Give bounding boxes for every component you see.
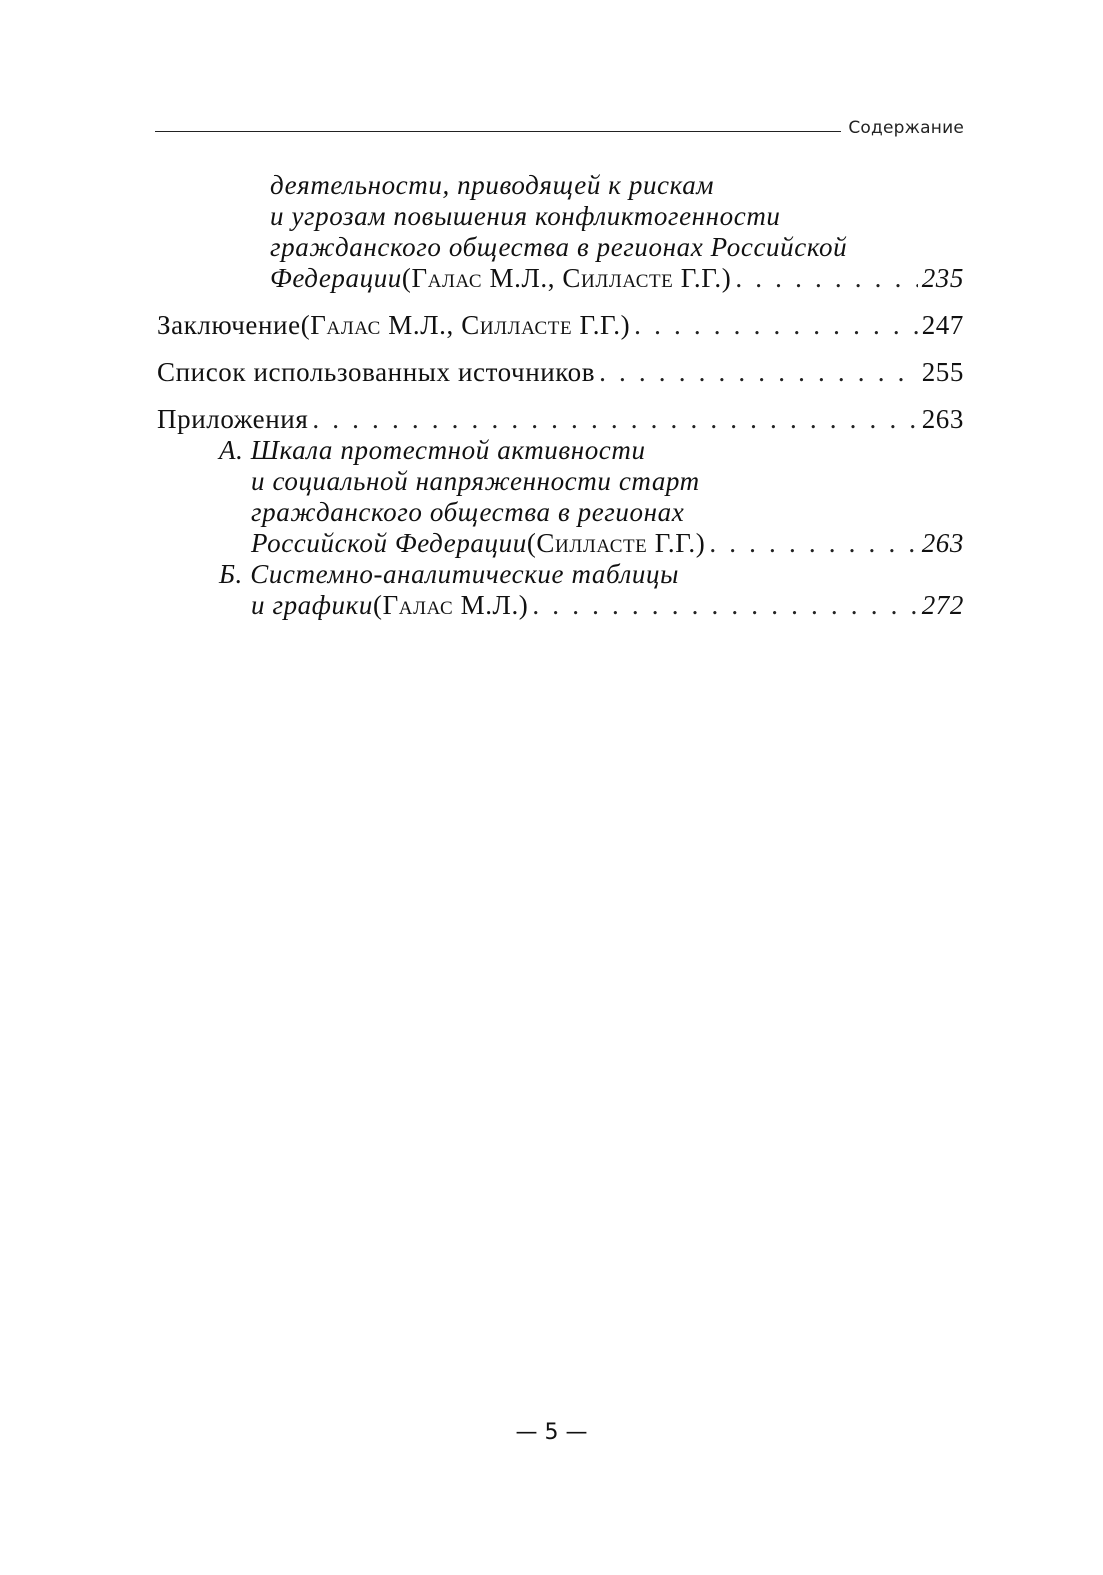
toc-sub-page: 235 bbox=[921, 263, 964, 293]
dot-leader bbox=[312, 404, 917, 435]
toc-sub-line-4-text: Федерации bbox=[270, 263, 402, 293]
toc-appendix-a-line-1: А. Шкала протестной активности bbox=[219, 435, 646, 465]
toc-appendix-a-authors: (Силласте Г.Г.) bbox=[526, 528, 706, 558]
toc-appendix-a-line-3: гражданского общества в регионах bbox=[251, 497, 685, 527]
header-rule bbox=[155, 131, 841, 132]
dot-leader bbox=[532, 590, 917, 621]
toc-appendix-b-page: 272 bbox=[921, 590, 964, 620]
dot-leader bbox=[709, 528, 917, 559]
toc-entry-sub-cont[interactable] bbox=[157, 263, 964, 294]
toc-entry-appendix-a[interactable] bbox=[157, 528, 964, 559]
header-title: Содержание bbox=[848, 118, 964, 138]
toc-appendix-b-line-2-text: и графики bbox=[251, 590, 373, 620]
toc-sub-line-3: гражданского общества в регионах Российской bbox=[270, 232, 848, 262]
toc-appendix-a-line-4-text: Российской Федерации bbox=[251, 528, 527, 558]
toc-entry-appendices[interactable] bbox=[157, 404, 964, 435]
toc-sub-authors: (Галас М.Л., Силласте Г.Г.) bbox=[401, 263, 732, 293]
toc-entry-conclusion[interactable] bbox=[157, 310, 964, 341]
toc-sub-line-1: деятельности, приводящей к рискам bbox=[270, 170, 715, 200]
toc-appendices-page: 263 bbox=[921, 404, 964, 434]
toc-conclusion-page: 247 bbox=[921, 310, 964, 340]
toc-appendix-a-page: 263 bbox=[921, 528, 964, 558]
toc-appendix-b-line-1: Б. Системно-аналитические таблицы bbox=[219, 559, 679, 589]
dot-leader bbox=[735, 263, 917, 294]
toc-sources-title: Список использованных источников bbox=[157, 357, 596, 387]
table-of-contents bbox=[157, 170, 964, 621]
toc-conclusion-authors: (Галас М.Л., Силласте Г.Г.) bbox=[300, 310, 631, 340]
toc-entry-appendix-b[interactable] bbox=[157, 590, 964, 621]
running-header bbox=[155, 118, 964, 142]
dot-leader bbox=[599, 357, 918, 388]
toc-entry-sources[interactable] bbox=[157, 357, 964, 388]
toc-appendix-b-authors: (Галас М.Л.) bbox=[372, 590, 529, 620]
toc-sources-page: 255 bbox=[921, 357, 964, 387]
toc-conclusion-title: Заключение bbox=[157, 310, 301, 340]
dot-leader bbox=[634, 310, 918, 341]
toc-sub-line-2: и угрозам повышения конфликтогенности bbox=[270, 201, 781, 231]
toc-appendices-title: Приложения bbox=[157, 404, 309, 434]
page-number: — 5 — bbox=[515, 1420, 588, 1445]
toc-appendix-a-line-2: и социальной напряженности старт bbox=[251, 466, 700, 496]
